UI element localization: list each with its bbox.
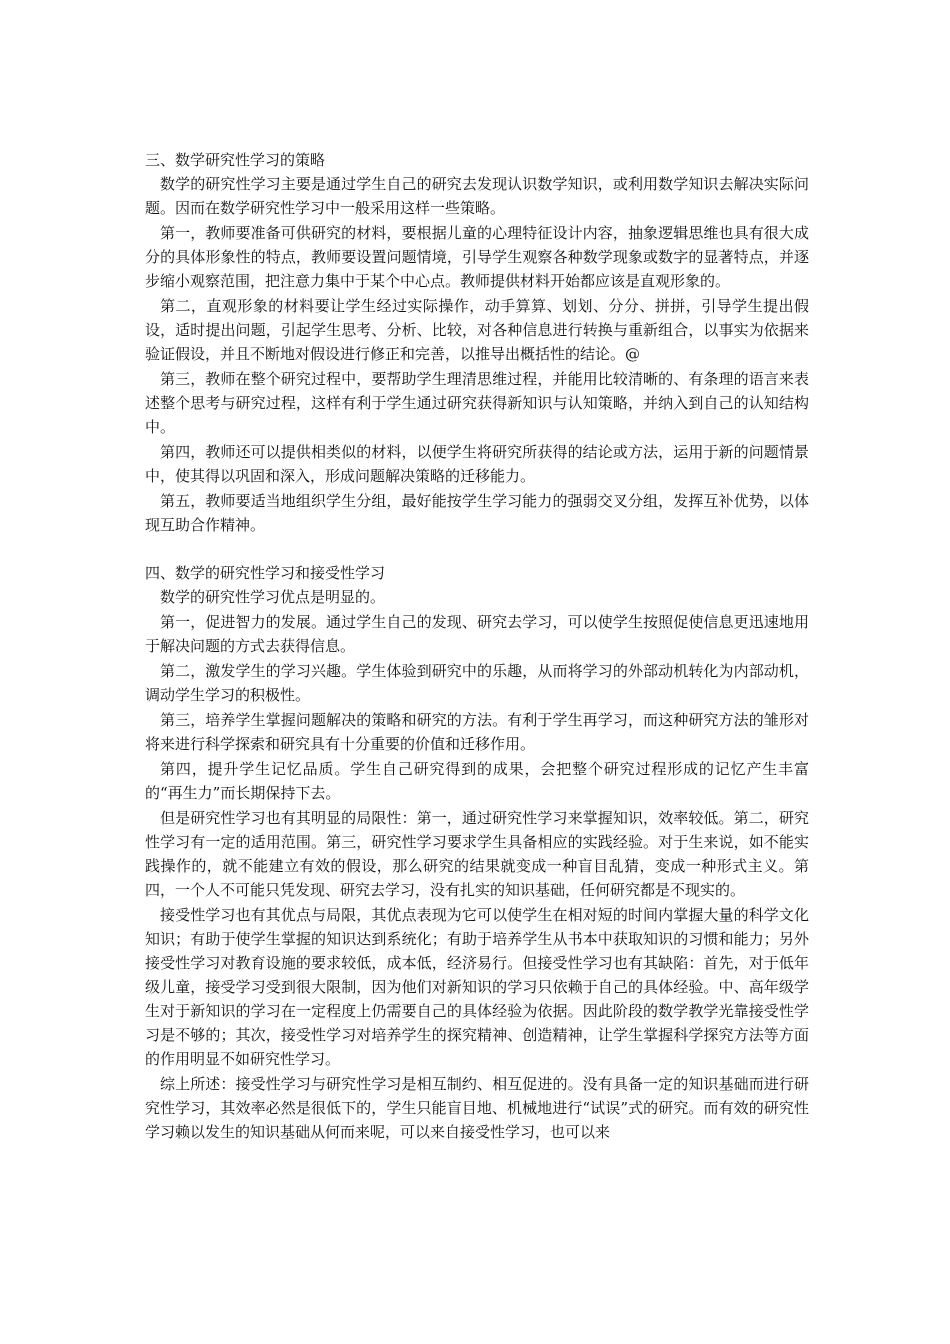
section-comparison	[145, 561, 809, 1144]
paragraph: 第一，教师要准备可供研究的材料，要根据儿童的心理特征设计内容，抽象逻辑思维也具有很大成分的具体形象性的特点，教师要设置问题情境，引导学生观察各种数学现象或数字的显著特点，并逐步缩小观察范围，把注意力集中于某个中心点。教师提供材料开始都应该是直观形象的。	[145, 224, 809, 290]
paragraph: 接受性学习也有其优点与局限，其优点表现为它可以使学生在相对短的时间内掌握大量的科学文化知识；有助于使学生掌握的知识达到系统化；有助于培养学生从书本中获取知识的习惯和能力；另外接受性学习对教育设施的要求较低，成本低，经济易行。但接受性学习也有其缺陷：首先，对于低年级儿童，接受学习受到很大限制，因为他们对新知识的学习只依赖于自己的具体经验。中、高年级学生对于新知识的学习在一定程度上仍需要自己的具体经验为依据。因此阶段的数学教学光靠接受性学习是不够的；其次，接受性学习对培养学生的探究精神、创造精神，让学生掌握科学探究方法等方面的作用明显不如研究性学习。	[145, 906, 809, 1068]
paragraph: 数学的研究性学习主要是通过学生自己的研究去发现认识数学知识，或利用数学知识去解决实际问题。因而在数学研究性学习中一般采用这样一些策略。	[145, 175, 809, 217]
paragraph: 第三，培养学生掌握问题解决的策略和研究的方法。有利于学生再学习，而这种研究方法的雏形对将来进行科学探索和研究具有十分重要的价值和迁移作用。	[145, 711, 809, 753]
paragraph: 但是研究性学习也有其明显的局限性：第一，通过研究性学习来掌握知识，效率较低。第二，研究性学习有一定的适用范围。第三，研究性学习要求学生具备相应的实践经验。对于生来说，如不能实践操作的，就不能建立有效的假设，那么研究的结果就变成一种盲目乱猜，变成一种形式主义。第四，一个人不可能只凭发现、研究去学习，没有扎实的知识基础，任何研究都是不现实的。	[145, 809, 809, 899]
document-page	[145, 148, 809, 1145]
paragraph: 第一，促进智力的发展。通过学生自己的发现、研究去学习，可以使学生按照促使信息更迅速地用于解决问题的方式去获得信息。	[145, 613, 809, 655]
paragraph: 第二，直观形象的材料要让学生经过实际操作，动手算算、划划、分分、拼拼，引导学生提出假设，适时提出问题，引起学生思考、分析、比较，对各种信息进行转换与重新组合，以事实为依据来验证假设，并且不断地对假设进行修正和完善，以推导出概括性的结论。@	[145, 297, 809, 363]
paragraph: 第四，提升学生记忆品质。学生自己研究得到的成果，会把整个研究过程形成的记忆产生丰富的“再生力”而长期保持下去。	[145, 760, 809, 802]
section-heading: 三、数学研究性学习的策略	[145, 151, 326, 169]
paragraph: 综上所述：接受性学习与研究性学习是相互制约、相互促进的。没有具备一定的知识基础而进行研究性学习，其效率必然是很低下的，学生只能盲目地、机械地进行“试误”式的研究。而有效的研究性学习赖以发生的知识基础从何而来呢，可以来自接受性学习，也可以来	[145, 1075, 809, 1141]
paragraph: 第三，教师在整个研究过程中，要帮助学生理清思维过程，并能用比较清晰的、有条理的语言来表述整个思考与研究过程，这样有利于学生通过研究获得新知识与认知策略，并纳入到自己的认知结构中。	[145, 370, 809, 436]
paragraph: 数学的研究性学习优点是明显的。	[160, 588, 386, 606]
section-heading: 四、数学的研究性学习和接受性学习	[145, 564, 386, 582]
paragraph: 第四，教师还可以提供相类似的材料，以便学生将研究所获得的结论或方法，运用于新的问题情景中，使其得以巩固和深入，形成问题解决策略的迁移能力。	[145, 443, 809, 485]
paragraph: 第二，激发学生的学习兴趣。学生体验到研究中的乐趣，从而将学习的外部动机转化为内部动机，调动学生学习的积极性。	[145, 662, 809, 704]
section-strategies	[145, 148, 809, 537]
paragraph: 第五，教师要适当地组织学生分组，最好能按学生学习能力的强弱交叉分组，发挥互补优势，以体现互助合作精神。	[145, 492, 809, 534]
